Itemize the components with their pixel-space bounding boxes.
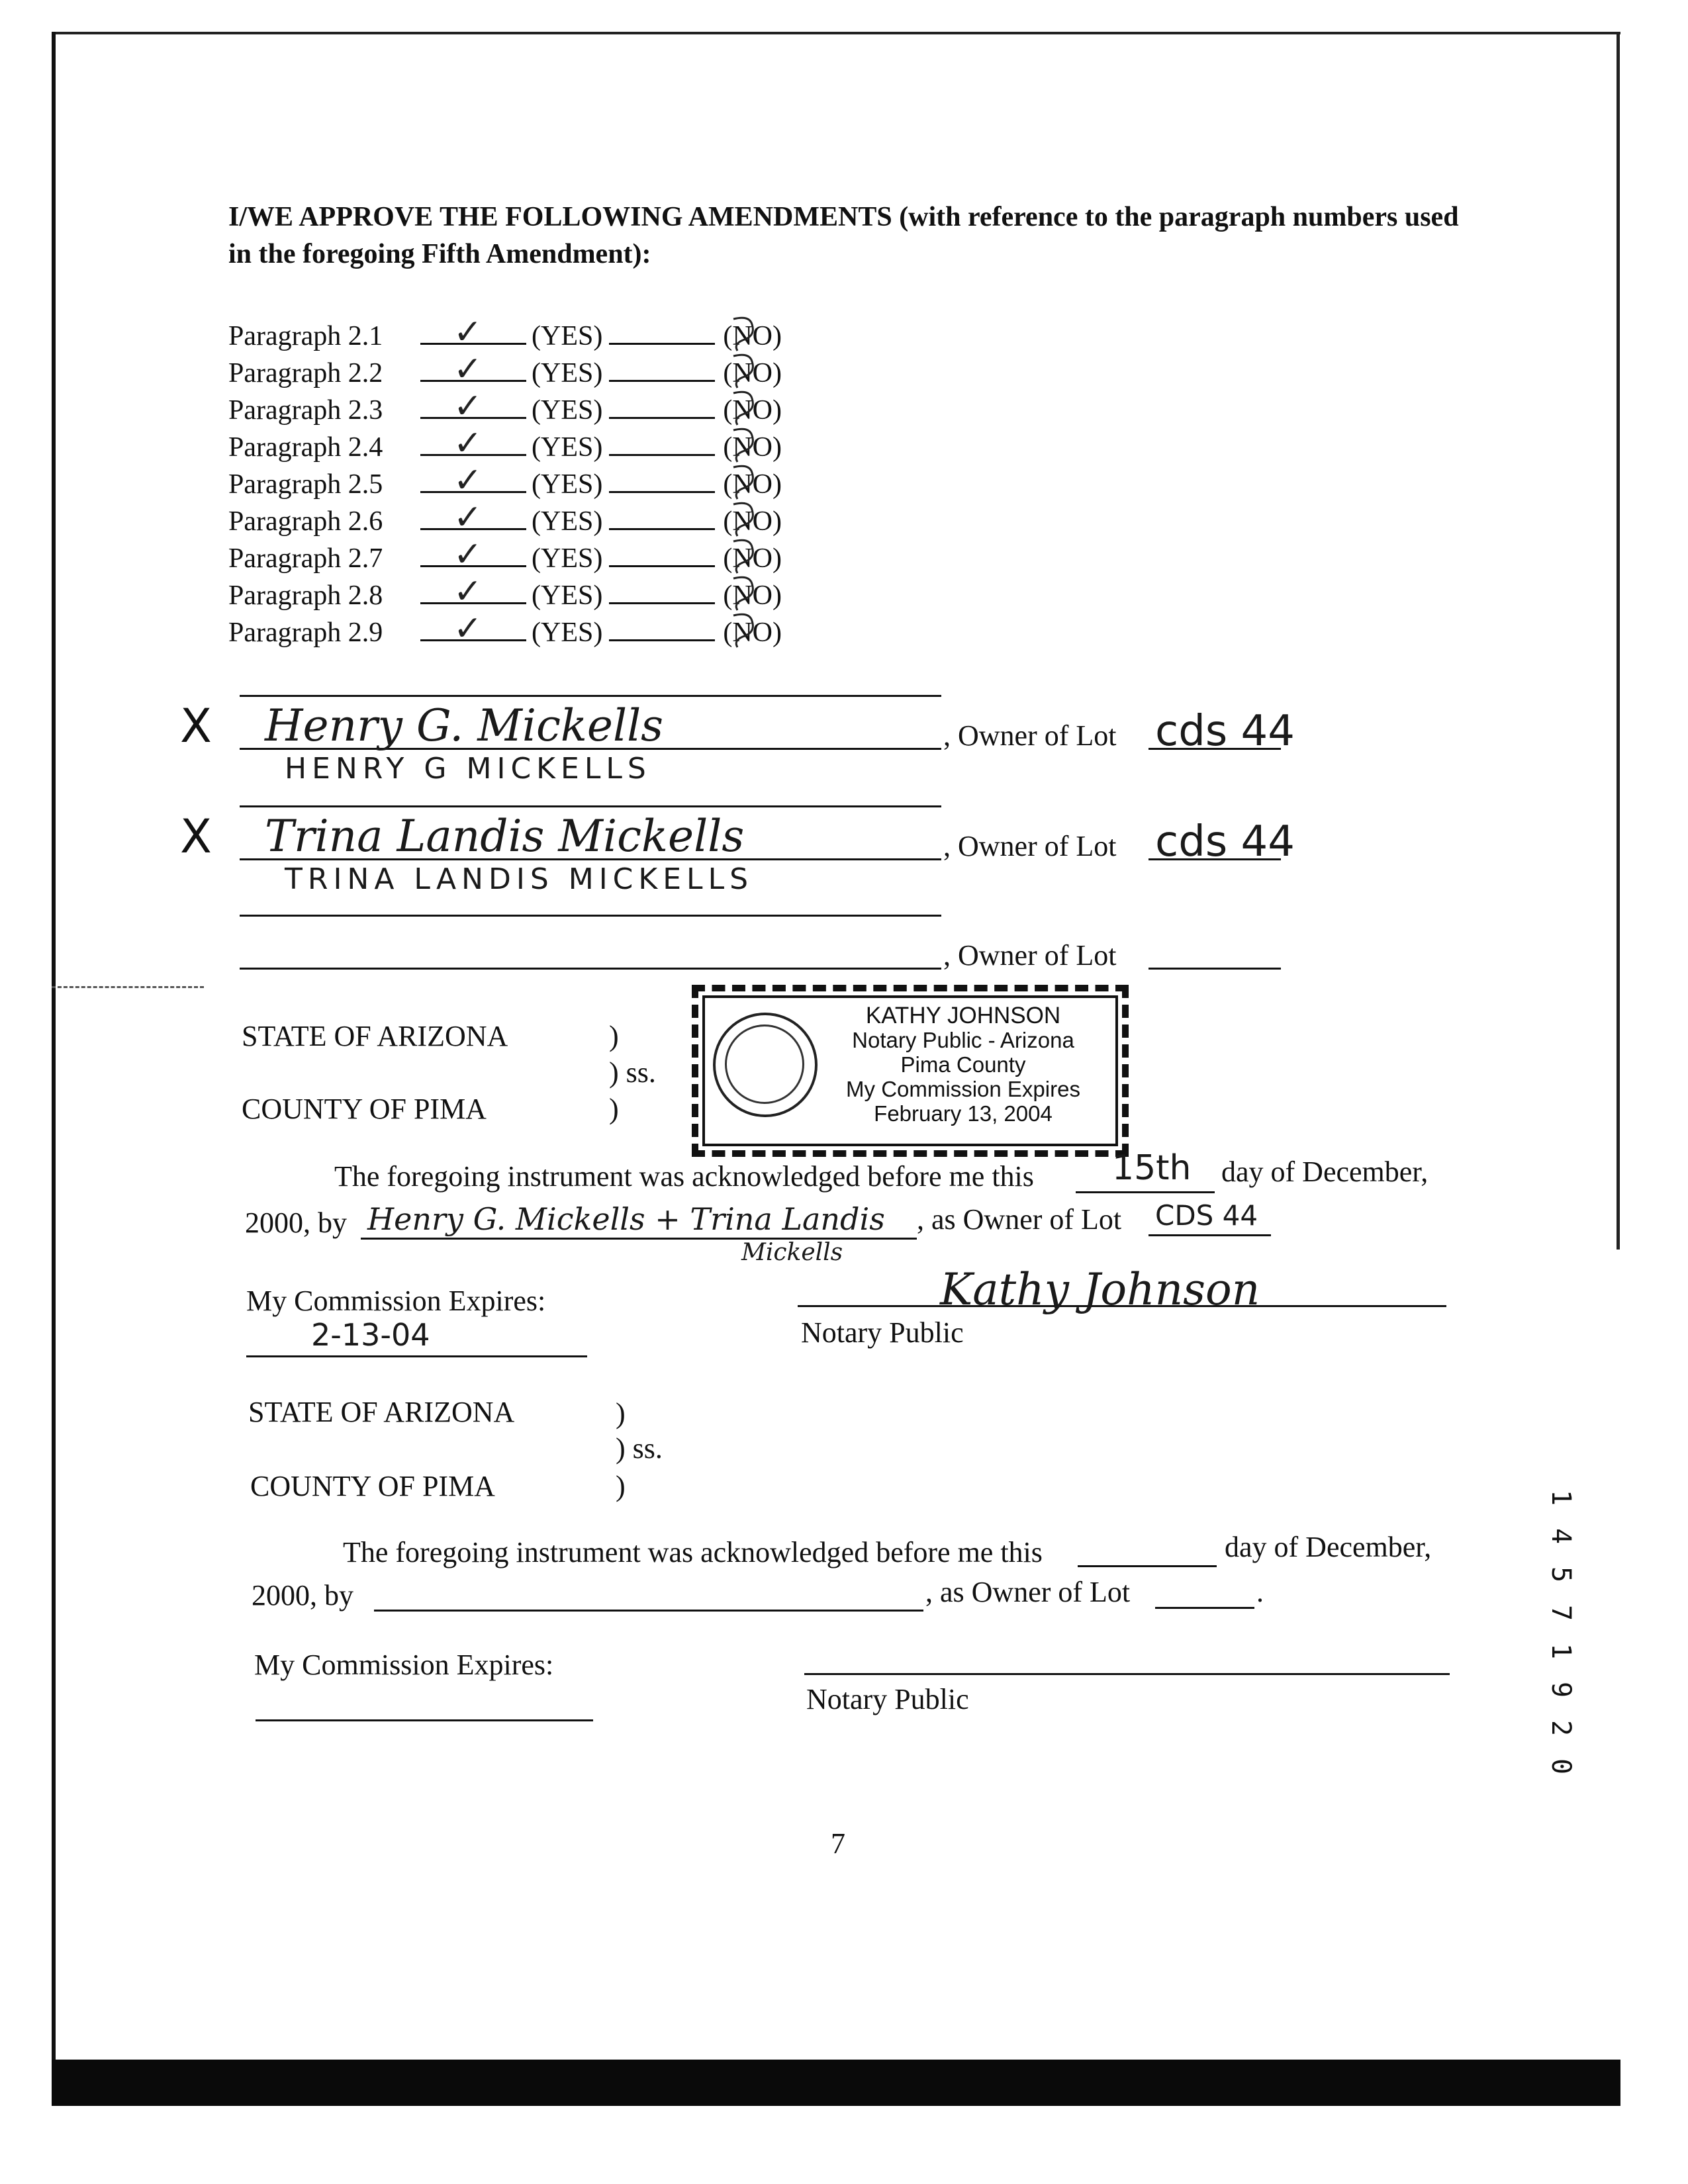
signature-x-mark: X [180,809,212,864]
notary2-lot-line [1155,1607,1254,1609]
notary2-by-line [374,1610,923,1612]
paragraph-label: Paragraph 2.6 [228,506,383,537]
notary1-line2-mid: , as Owner of Lot [917,1203,1122,1236]
yes-blank[interactable] [420,498,526,537]
yes-label: (YES) [532,580,603,611]
notary2-line1-post: day of December, [1225,1531,1432,1563]
no-label: (NO) [723,392,782,429]
signature-x-mark: X [180,699,212,753]
no-label: (NO) [723,614,782,651]
no-label: (NO) [723,503,782,540]
notary1-lot-line [1149,1234,1271,1236]
yes-label: (YES) [532,432,603,463]
state-seal-icon [713,1013,818,1117]
paragraph-label: Paragraph 2.4 [228,432,383,463]
no-blank[interactable] [609,465,715,493]
checkmark-icon: ✓ [453,387,483,426]
notary2-line2-end: . [1256,1576,1264,1608]
no-blank[interactable] [609,316,715,345]
paragraph-label: Paragraph 2.7 [228,543,383,574]
no-label: (NO) [723,318,782,355]
checkmark-icon: ✓ [453,572,483,612]
stamp-line3: My Commission Expires [846,1077,1080,1101]
notary2-commission-label: My Commission Expires: [254,1649,554,1681]
notary2-day-line [1078,1565,1217,1567]
notary2-paren-top: ) [616,1397,626,1430]
page-number: 7 [831,1827,845,1860]
yes-blank[interactable] [420,312,526,352]
paragraph-label: Paragraph 2.8 [228,580,383,611]
notary1-paren-top: ) [609,1020,619,1052]
side-code-char: 1 [1546,1489,1576,1506]
paragraph-row [228,387,782,428]
no-blank[interactable] [609,390,715,419]
notary1-day-line [1076,1191,1215,1193]
no-blank[interactable] [609,502,715,530]
owner-printed-name: HENRY G MICKELLS [285,752,651,786]
stamp-line2: Pima County [900,1052,1026,1077]
scribble-mark-icon [729,573,759,613]
owner-printed-name: TRINA LANDIS MICKELLS [285,862,754,896]
notary2-county: COUNTY OF PIMA [250,1470,495,1502]
no-blank[interactable] [609,613,715,641]
lot-number-line[interactable] [1149,968,1281,970]
side-code-char: 7 [1546,1604,1576,1621]
stamp-line1: Notary Public - Arizona [852,1028,1074,1052]
side-code-char: 1 [1546,1643,1576,1660]
owner-of-lot-label: , Owner of Lot [943,719,1117,752]
notary1-line2-pre: 2000, by [245,1206,347,1239]
scribble-mark-icon [729,388,759,428]
yes-label: (YES) [532,617,603,648]
notary1-paren-bottom: ) [609,1093,619,1125]
yes-label: (YES) [532,321,603,351]
side-document-code [1541,1482,1581,1813]
scan-artifact-line [52,986,204,988]
checkmark-icon: ✓ [453,535,483,574]
paragraph-row [228,312,782,353]
side-code-char: 0 [1546,1758,1576,1775]
owner-top-line [240,915,941,917]
no-label: (NO) [723,466,782,503]
no-blank[interactable] [609,539,715,567]
notary1-commission-line [246,1355,587,1357]
scribble-mark-icon [729,314,759,353]
paragraph-label: Paragraph 2.1 [228,321,383,351]
owner-of-lot-label: , Owner of Lot [943,830,1117,862]
paragraph-label: Paragraph 2.9 [228,617,383,648]
no-label: (NO) [723,577,782,614]
yes-blank[interactable] [420,387,526,426]
yes-label: (YES) [532,395,603,426]
notary2-line1-pre: The foregoing instrument was acknowledged before me this [343,1536,1043,1569]
notary1-commission-label: My Commission Expires: [246,1285,546,1317]
scribble-mark-icon [729,536,759,576]
paragraph-label: Paragraph 2.2 [228,358,383,388]
paragraph-label: Paragraph 2.5 [228,469,383,500]
scribble-mark-icon [729,425,759,465]
notary1-line1-post: day of December, [1221,1156,1429,1188]
page-border-bottom [52,2060,1620,2106]
owner-of-lot-label: , Owner of Lot [943,939,1117,972]
paragraph-row [228,609,782,650]
yes-label: (YES) [532,506,603,537]
notary2-signature-line [804,1673,1450,1675]
yes-blank[interactable] [420,349,526,389]
owner-signature: Trina Landis Mickells [265,811,745,862]
paragraph-label: Paragraph 2.3 [228,395,383,426]
notary1-commission-date: 2-13-04 [311,1317,430,1353]
notary1-line1-pre: The foregoing instrument was acknowledged before me this [334,1160,1034,1193]
notary1-day-value: 15th [1112,1148,1192,1188]
no-label: (NO) [723,355,782,392]
yes-blank[interactable] [420,609,526,649]
yes-label: (YES) [532,543,603,574]
notary2-ss: ) ss. [616,1432,663,1465]
notary2-line2-pre: 2000, by [252,1579,353,1612]
page-border-top [52,32,1620,34]
page-border-left [52,32,56,2070]
notary1-county: COUNTY OF PIMA [242,1093,487,1125]
paragraph-row [228,349,782,390]
checkmark-icon: ✓ [453,312,483,352]
side-code-char: 4 [1546,1527,1576,1545]
no-blank[interactable] [609,428,715,456]
no-blank[interactable] [609,353,715,382]
notary1-lot-value: CDS 44 [1155,1199,1258,1232]
yes-blank[interactable] [420,535,526,574]
no-blank[interactable] [609,576,715,604]
no-label: (NO) [723,540,782,577]
yes-blank[interactable] [420,572,526,612]
notary-stamp-text [824,1003,1102,1126]
notary2-state: STATE OF ARIZONA [248,1396,515,1428]
notary2-paren-bottom: ) [616,1470,626,1502]
notary1-signature: Kathy Johnson [940,1264,1260,1315]
paragraph-row [228,498,782,539]
yes-label: (YES) [532,358,603,388]
checkmark-icon: ✓ [453,424,483,463]
checkmark-icon: ✓ [453,461,483,500]
stamp-line4: February 13, 2004 [874,1101,1053,1126]
yes-blank[interactable] [420,461,526,500]
checkmark-icon: ✓ [453,498,483,537]
side-code-char: 5 [1546,1566,1576,1583]
notary1-by-name: Henry G. Mickells + Trina Landis [367,1201,885,1237]
scribble-mark-icon [729,499,759,539]
yes-blank[interactable] [420,424,526,463]
notary-stamp [692,985,1129,1157]
checkmark-icon: ✓ [453,349,483,389]
side-code-char: 2 [1546,1719,1576,1737]
no-label: (NO) [723,429,782,466]
scribble-mark-icon [729,462,759,502]
notary1-ss: ) ss. [609,1056,656,1089]
notary1-notary-label: Notary Public [801,1316,964,1349]
yes-label: (YES) [532,469,603,500]
owner-top-line [240,805,941,807]
lot-number-value: cds 44 [1155,707,1295,756]
page-border-right [1617,32,1620,1250]
paragraph-row [228,461,782,502]
notary2-notary-label: Notary Public [806,1683,969,1715]
notary2-commission-line [256,1719,593,1721]
owner-signature: Henry G. Mickells [265,700,664,751]
paragraph-row [228,424,782,465]
paragraph-row [228,535,782,576]
amendments-heading: I/WE APPROVE THE FOLLOWING AMENDMENTS (with reference to the paragraph numbers used in the foregoing Fifth Amendment): [228,202,1459,269]
lot-number-value: cds 44 [1155,817,1295,866]
paragraph-row [228,572,782,613]
notary2-line2-mid: , as Owner of Lot [925,1576,1131,1608]
scribble-mark-icon [729,610,759,650]
checkmark-icon: ✓ [453,609,483,649]
owner-top-line [240,695,941,697]
side-code-char: 9 [1546,1681,1576,1698]
notary1-by-name-continued: Mickells [741,1239,843,1266]
notary1-state: STATE OF ARIZONA [242,1020,508,1052]
scribble-mark-icon [729,351,759,390]
stamp-name: KATHY JOHNSON [865,1003,1061,1028]
owner-signature-line[interactable] [240,968,941,970]
